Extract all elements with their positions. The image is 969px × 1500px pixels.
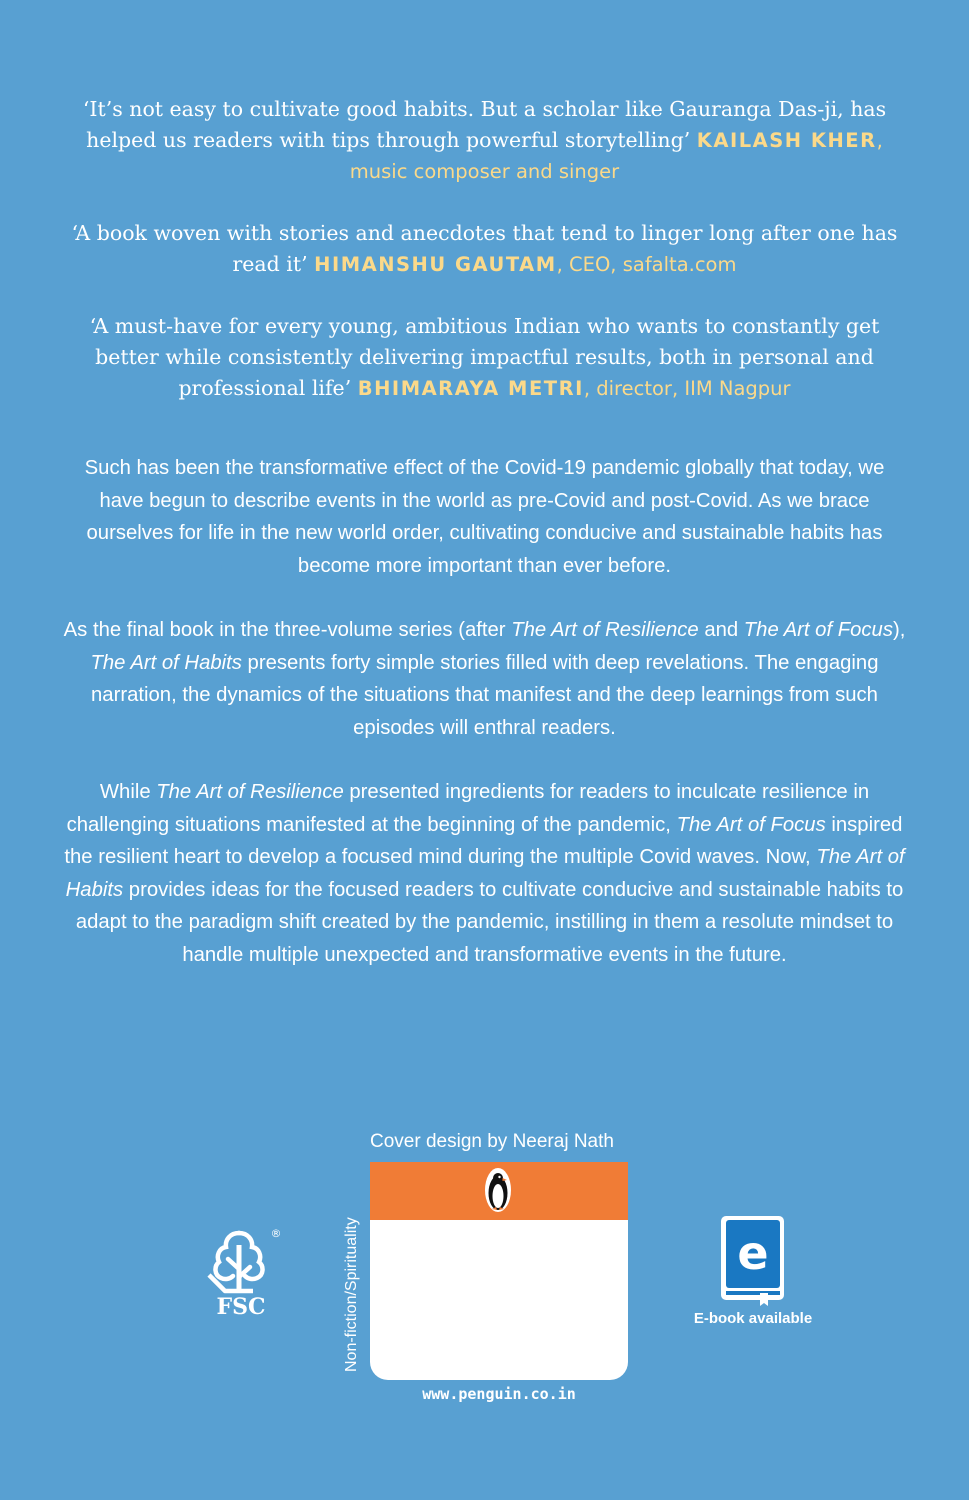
cover-credit: Cover design by Neeraj Nath: [370, 1131, 614, 1152]
text: presents forty simple stories filled with deep revelations. The engaging narration, the dynamics of the situations that manifest and the deep learnings from such episodes will enthral readers.: [91, 651, 879, 739]
attribution-role: , music composer and singer: [349, 129, 883, 183]
book-title: The Art of Focus: [743, 619, 893, 641]
quote-himanshu-gautam: [60, 218, 909, 280]
text: and: [698, 619, 744, 641]
text: inspired the resilient heart to develop a focused mind during the multiple Covid waves. Now,: [64, 813, 903, 868]
text: provides ideas for the focused readers to cultivate conducive and sustainable habits to adapt to the paradigm shift created by the pandemic, instilling in them a resolute mindset to handle multiple unexpected and transformative events in the future.: [75, 878, 904, 966]
book-title: The Art of Resilience: [156, 781, 344, 803]
quote-text: ‘A must-have for every young, ambitious Indian who wants to constantly get better while consistently delivering impactful results, both in personal and professional life’: [89, 314, 880, 400]
attribution-name: BHIMARAYA METRI: [357, 377, 584, 400]
blurb-paragraph-1: Such has been the transformative effect of the Covid-19 pandemic globally that today, we have begun to describe events in the world as pre-Covid and post-Covid. As we brace ourselves for life in the new world order, cultivating conducive and sustainable habits has become more important than ever before.: [84, 457, 885, 577]
book-title: The Art of Habits: [65, 846, 905, 901]
book-blurb: [60, 452, 909, 1003]
quote-kailash-kher: [60, 94, 909, 187]
attribution-role: , CEO, safalta.com: [556, 253, 737, 276]
barcode-area: [370, 1162, 628, 1380]
blurb-paragraph-3: [60, 776, 909, 971]
attribution-name: KAILASH KHER: [696, 129, 877, 152]
text: presented ingredients for readers to inculcate resilience in challenging situations manifested at the beginning of the pandemic,: [66, 781, 870, 836]
publisher-band: [370, 1162, 628, 1220]
fsc-label: FSC: [216, 1294, 266, 1320]
quote-bhimaraya-metri: [60, 311, 909, 404]
fsc-logo-icon: [199, 1225, 283, 1320]
book-title: The Art of Resilience: [511, 619, 699, 641]
quote-attribution: [358, 377, 791, 400]
ebook-badge: [688, 1213, 818, 1333]
fsc-registered-mark: ®: [270, 1227, 282, 1240]
publisher-website: www.penguin.co.in: [422, 1385, 576, 1403]
book-title: The Art of Focus: [676, 813, 826, 836]
ebook-label: E-book available: [693, 1310, 813, 1327]
endorsements: [60, 94, 909, 435]
quote-text: ‘It’s not easy to cultivate good habits. But a scholar like Gauranga Das-ji, has helped us readers with tips through powerful storytelling’: [82, 97, 887, 152]
ebook-icon: [688, 1213, 818, 1308]
attribution-name: HIMANSHU GAUTAM: [314, 253, 557, 276]
quote-attribution: [314, 253, 736, 276]
text: ),: [892, 619, 906, 641]
ebook-letter: e: [737, 1226, 769, 1280]
quote-text: ‘A book woven with stories and anecdotes that tend to linger long after one has read it’: [71, 221, 898, 276]
penguin-logo-icon: [484, 1167, 512, 1213]
text: As the final book in the three-volume series (after: [63, 619, 512, 641]
genre-label: Non-fiction/Spirituality: [343, 1217, 360, 1372]
attribution-role: , director, IIM Nagpur: [583, 377, 791, 400]
text: While: [99, 781, 157, 803]
blurb-paragraph-2: [60, 614, 909, 744]
book-title: The Art of Habits: [90, 651, 242, 674]
